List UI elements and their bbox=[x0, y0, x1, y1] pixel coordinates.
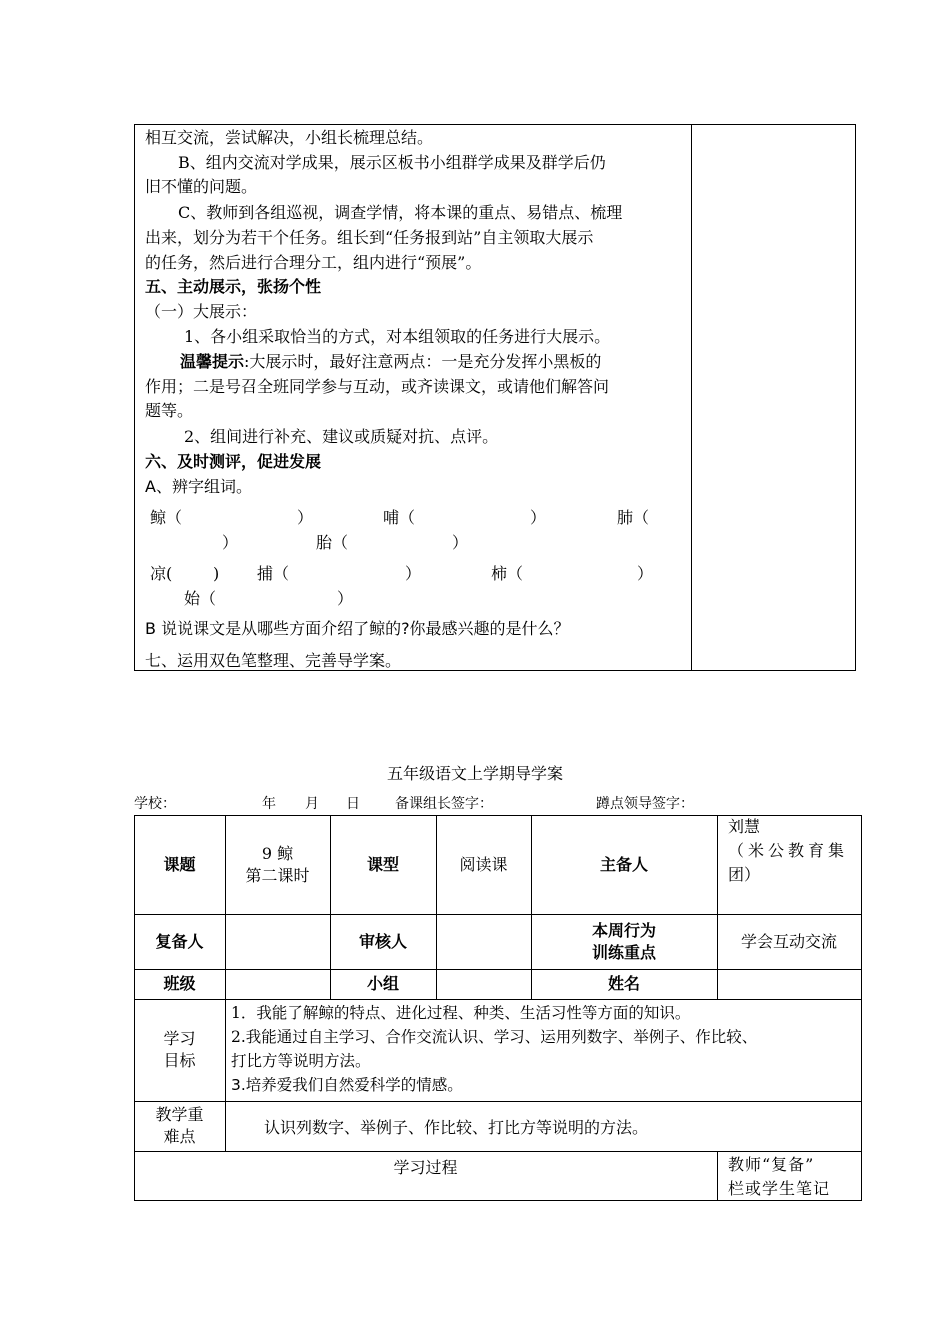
key-points-value: 认识列数字、举例子、作比较、打比方等说明的方法。 bbox=[264, 1118, 649, 1137]
goals-label bbox=[134, 999, 225, 1101]
word-blank: 胎（ bbox=[316, 533, 349, 552]
type-label: 课型 bbox=[366, 854, 399, 874]
subheading: （一）大展示： bbox=[145, 302, 258, 321]
topic-line: 9 鲸 bbox=[261, 843, 294, 863]
word-blank: ） bbox=[452, 533, 469, 552]
goal-item: 1．我能了解鲸的特点、进化过程、种类、生活习性等方面的知识。 bbox=[231, 1004, 691, 1022]
word-blank: 始（ bbox=[184, 589, 217, 608]
goal-item: 3.培养爱我们自然爱科学的情感。 bbox=[231, 1076, 463, 1094]
text-line: B 说说课文是从哪些方面介绍了鲸的?你最感兴趣的是什么？ bbox=[145, 619, 570, 638]
goals-list bbox=[231, 1001, 859, 1097]
main-preparer-label: 主备人 bbox=[599, 854, 648, 874]
notes-label bbox=[728, 1153, 858, 1201]
section-heading: 五、主动展示，张扬个性 bbox=[145, 277, 322, 296]
tip-line bbox=[180, 352, 601, 372]
word-blank: 捕（ bbox=[257, 564, 290, 583]
goal-item: 2.我能通过自主学习、合作交流认识、学习、运用列数字、举例子、作比较、 bbox=[231, 1028, 758, 1046]
preparer-name: 刘慧 bbox=[728, 817, 761, 836]
text-line: C、教师到各组巡视，调查学情，将本课的重点、易错点、梳理 bbox=[178, 203, 623, 222]
header-month: 月 bbox=[305, 796, 319, 812]
goals-label-line: 学习 bbox=[163, 1029, 196, 1048]
header-year: 年 bbox=[262, 796, 276, 812]
preparer-org-end: 团） bbox=[728, 865, 761, 884]
key-points-label bbox=[134, 1101, 225, 1151]
lesson-plan-table bbox=[134, 815, 862, 1201]
preparer-org: （米公教育集 bbox=[728, 841, 849, 860]
focus-label bbox=[531, 914, 717, 969]
text-line: 旧不懂的问题。 bbox=[145, 177, 258, 196]
text-line: 相互交流，尝试解决，小组长梳理总结。 bbox=[145, 128, 434, 147]
key-points-label-line: 难点 bbox=[163, 1127, 196, 1146]
word-blank: ） bbox=[637, 564, 654, 583]
type-value: 阅读课 bbox=[459, 854, 508, 874]
topic-value bbox=[225, 815, 330, 914]
word-blank: 柿（ bbox=[491, 564, 524, 583]
text-line: 作用；二是号召全班同学参与互动，或齐读课文，或请他们解答问 bbox=[145, 377, 610, 396]
goals-label-line: 目标 bbox=[163, 1051, 196, 1070]
topic-label: 课题 bbox=[163, 854, 196, 874]
focus-label-line: 训练重点 bbox=[591, 942, 656, 962]
word-blank: ） bbox=[297, 508, 314, 527]
text-line: A、辨字组词。 bbox=[145, 477, 252, 496]
word-blank: ) bbox=[213, 564, 220, 583]
word-blank: ） bbox=[337, 589, 354, 608]
section-heading: 六、及时测评，促进发展 bbox=[145, 452, 322, 471]
text-line: B、组内交流对学成果，展示区板书小组群学成果及群学后仍 bbox=[178, 153, 606, 172]
text-line: 的任务，然后进行合理分工，组内进行“预展”。 bbox=[145, 253, 482, 272]
word-blank: ） bbox=[405, 564, 422, 583]
text-line: 七、运用双色笔整理、完善导学案。 bbox=[145, 651, 402, 670]
word-blank: ） bbox=[530, 508, 547, 527]
topic-line: 第二课时 bbox=[245, 865, 310, 885]
name-label: 姓名 bbox=[607, 974, 640, 993]
goal-item: 打比方等说明方法。 bbox=[231, 1052, 371, 1070]
focus-label-line: 本周行为 bbox=[591, 920, 656, 940]
word-blank: 鲸（ bbox=[150, 508, 183, 527]
header-school: 学校： bbox=[134, 796, 176, 812]
text-line: 出来，划分为若干个任务。组长到“任务报到站”自主领取大展示 bbox=[145, 228, 594, 247]
word-blank: 哺（ bbox=[383, 508, 416, 527]
auditor-label: 审核人 bbox=[358, 931, 407, 951]
notes-line: 教师“复备” bbox=[728, 1155, 815, 1174]
group-label: 小组 bbox=[366, 974, 399, 993]
text-line: 1、各小组采取恰当的方式，对本组领取的任务进行大展示。 bbox=[184, 327, 611, 346]
text-line: 2、组间进行补充、建议或质疑对抗、点评。 bbox=[184, 427, 499, 446]
key-points-label-line: 教学重 bbox=[155, 1105, 204, 1124]
tip-label: 温馨提示 bbox=[180, 352, 245, 371]
text-line: 题等。 bbox=[145, 401, 194, 420]
notes-line: 栏或学生笔记 bbox=[728, 1179, 831, 1198]
class-label: 班级 bbox=[163, 974, 196, 993]
notes-column-divider bbox=[691, 125, 692, 670]
tip-text: :大展示时，最好注意两点：一是充分发挥小黑板的 bbox=[244, 352, 602, 371]
focus-value: 学会互动交流 bbox=[740, 931, 837, 951]
reviewer-label: 复备人 bbox=[155, 931, 204, 951]
header-supervisor-sign: 蹲点领导签字： bbox=[596, 796, 694, 812]
header-day: 日 bbox=[346, 796, 360, 812]
page-title: 五年级语文上学期导学案 bbox=[386, 764, 563, 783]
process-label: 学习过程 bbox=[393, 1158, 458, 1177]
header-leader-sign: 备课组长签字： bbox=[395, 796, 493, 812]
word-blank: ） bbox=[222, 533, 239, 552]
word-blank: 肺（ bbox=[617, 508, 650, 527]
main-preparer-value bbox=[728, 815, 856, 887]
word-blank: 凉( bbox=[150, 564, 173, 583]
